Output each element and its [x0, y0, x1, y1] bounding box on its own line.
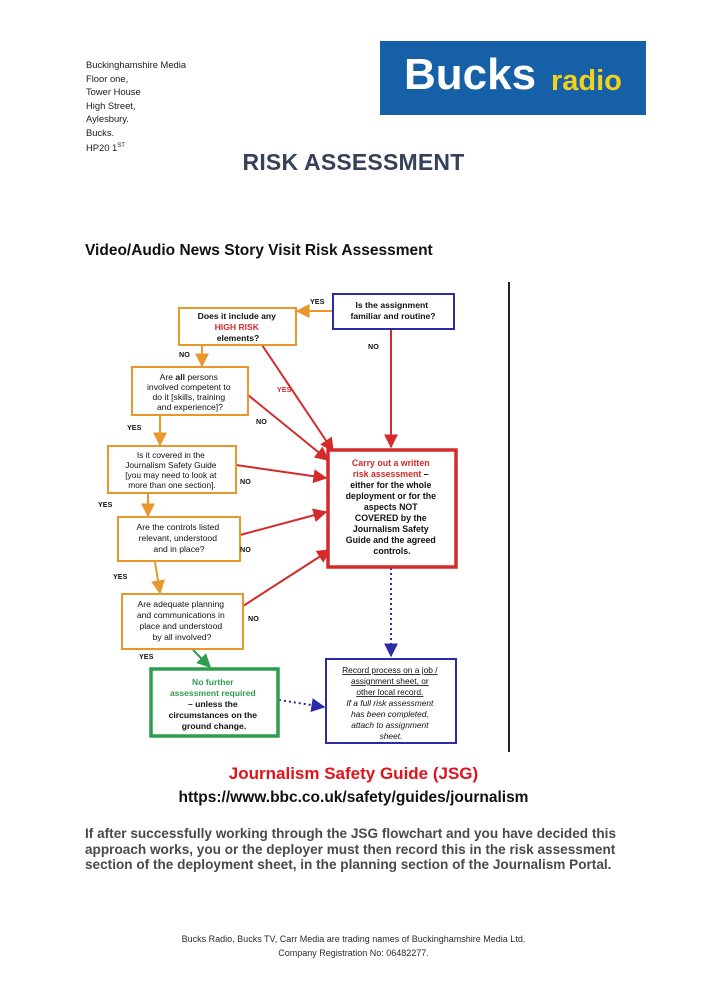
svg-text:Are all persons involved c — [147, 372, 233, 412]
jsg-heading: Journalism Safety Guide (JSG) — [228, 764, 479, 783]
box-text: elements? — [216, 333, 260, 343]
address-line: High Street, — [86, 99, 136, 111]
arrow-nofurther-to-record — [279, 700, 324, 707]
arrow-planning-to-nofurther — [193, 650, 210, 667]
box-text: Journalism Safety Guide — [125, 460, 217, 470]
arrow-planning-to-carryout — [240, 550, 330, 608]
box-text: [you may need to look at — [125, 470, 217, 480]
logo-word-bucks: Bucks — [404, 50, 537, 99]
label-no: NO — [240, 545, 251, 554]
no-further-green-text: No further — [192, 677, 234, 687]
instruction-paragraph: If after successfully working through the JSG flowchart and you have decided this approach works, you or the deployer must then record this in the risk assessment section of the deployment sheet, in the planning section of the Journalism Portal. — [85, 826, 617, 873]
label-yes: YES — [127, 423, 142, 432]
jsg-url[interactable]: https://www.bbc.co.uk/safety/guides/journalism — [178, 789, 529, 806]
company-address — [86, 58, 186, 154]
address-line: Tower House — [86, 86, 141, 98]
carry-out-red-text: Carry out a written — [351, 458, 430, 468]
svg-text:Record process on a job / — [342, 665, 440, 741]
risk-flowchart — [90, 282, 520, 754]
box-text: by all involved? — [152, 632, 212, 642]
footer-line: Company Registration No: 06482277. — [278, 947, 429, 958]
box-text: Is it covered in the — [136, 450, 205, 460]
bucks-radio-logo — [380, 41, 646, 115]
box-text: ground change. — [181, 721, 247, 731]
page-title: RISK ASSESSMENT — [242, 149, 465, 175]
address-postcode: HP20 1ST — [86, 141, 125, 153]
label-no: NO — [240, 477, 251, 486]
box-text: and experience]? — [157, 402, 223, 412]
box-text: familiar and routine? — [350, 311, 436, 321]
arrow-controls-to-carryout — [240, 512, 326, 535]
box-text: Does it include any — [197, 311, 276, 321]
logo-word-radio: radio — [551, 65, 622, 97]
label-yes: YES — [310, 297, 325, 306]
footer — [0, 933, 707, 960]
box-text: involved competent to — [147, 382, 231, 392]
record-italic-text: has been completed, — [350, 709, 429, 719]
box-text: and communications in — [136, 610, 225, 620]
box-text: place and understood — [139, 621, 223, 631]
label-yes: YES — [139, 652, 154, 661]
record-italic-text: sheet. — [379, 731, 403, 741]
label-yes: YES — [113, 572, 128, 581]
box-text: Are — [159, 372, 176, 382]
section-subtitle: Video/Audio News Story Visit Risk Assessment — [85, 242, 433, 259]
svg-text:Is the assignment familiar — [351, 300, 436, 321]
box-text: aspects NOT — [363, 502, 418, 512]
box-text: Guide and the agreed — [345, 535, 436, 545]
label-no: NO — [256, 417, 267, 426]
label-no: NO — [248, 614, 259, 623]
no-further-green-text: assessment required — [169, 688, 256, 698]
address-line: Bucks. — [86, 126, 115, 138]
arrow-competent-to-carryout — [248, 395, 328, 460]
label-no: NO — [368, 342, 379, 351]
box-text: – unless the — [187, 699, 238, 709]
box-text: Is the assignment — [355, 300, 429, 310]
label-no: NO — [179, 350, 190, 359]
label-yes: YES — [277, 385, 292, 394]
address-line: Buckinghamshire Media — [86, 59, 187, 70]
box-text: do it [skills, training — [152, 392, 226, 402]
record-italic-text: If a full risk assessment — [346, 698, 434, 708]
address-line: Floor one, — [86, 72, 129, 84]
box-text: controls. — [373, 546, 411, 556]
box-text: – — [421, 469, 429, 479]
arrow-controls-to-planning — [155, 562, 160, 593]
box-text: persons — [184, 372, 218, 382]
record-underlined-text: Record process on a job / — [342, 665, 438, 675]
box-text: circumstances on the — [168, 710, 257, 720]
box-text: and in place? — [153, 544, 205, 554]
address-line: Aylesbury. — [86, 113, 129, 125]
box-text: Journalism Safety — [352, 524, 429, 534]
carry-out-red-text: risk assessment — [352, 469, 422, 479]
record-underlined-text: assignment sheet, or — [350, 676, 429, 686]
box-text: Are the controls listed — [136, 522, 220, 532]
all-emphasis: all — [175, 372, 185, 382]
box-text: deployment or for the — [345, 491, 436, 501]
svg-text:Is it covered in the Journ — [125, 450, 219, 490]
box-text: relevant, understood — [138, 533, 217, 543]
record-italic-text: attach to assignment — [351, 720, 429, 730]
label-yes: YES — [98, 500, 113, 509]
box-text: either for the whole — [350, 480, 432, 490]
box-text: COVERED by the — [354, 513, 427, 523]
high-risk-emphasis: HIGH RISK — [214, 322, 260, 332]
record-underlined-text: other local record. — [356, 687, 424, 697]
box-text: more than one section]. — [128, 480, 216, 490]
box-text: Are adequate planning — [137, 599, 225, 609]
footer-line: Bucks Radio, Bucks TV, Carr Media are trading names of Buckinghamshire Media Ltd. — [181, 934, 526, 944]
